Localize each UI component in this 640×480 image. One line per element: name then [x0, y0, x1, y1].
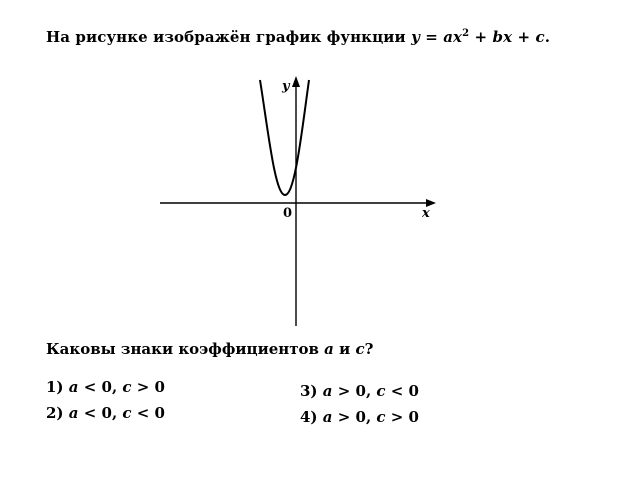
option-c-relation: > 0 [385, 408, 419, 426]
option-a-relation: < 0, [78, 404, 123, 422]
option-var-a: a [322, 408, 333, 426]
answer-option-4[interactable] [300, 408, 419, 426]
task-prefix: На рисунке изображён график функции [46, 28, 412, 46]
option-var-c: c [376, 408, 386, 426]
formula-eq: = [419, 28, 444, 46]
question-var-c: c [355, 340, 365, 358]
option-c-relation: < 0 [131, 404, 165, 422]
option-a-relation: > 0, [332, 382, 377, 400]
option-a-relation: < 0, [78, 378, 123, 396]
option-c-relation: > 0 [131, 378, 165, 396]
origin-label: 0 [283, 206, 293, 221]
option-var-a: a [68, 378, 79, 396]
option-number: 3) [300, 382, 323, 400]
question-text [46, 340, 373, 358]
option-a-relation: > 0, [332, 408, 377, 426]
question-conj: и [333, 340, 356, 358]
x-axis-label: x [422, 206, 430, 221]
formula-b: bx [492, 28, 513, 46]
option-number: 1) [46, 378, 69, 396]
answer-option-3[interactable] [300, 382, 419, 400]
option-var-c: c [376, 382, 386, 400]
option-var-a: a [68, 404, 79, 422]
y-axis-label: y [282, 79, 290, 94]
question-var-a: a [324, 340, 334, 358]
task-suffix: . [544, 28, 551, 46]
answer-option-2[interactable] [46, 404, 165, 422]
y-axis-arrow [292, 76, 300, 87]
option-var-a: a [322, 382, 333, 400]
option-var-c: c [122, 404, 132, 422]
formula-a: ax [443, 28, 463, 46]
formula-y: y [411, 28, 420, 46]
option-number: 2) [46, 404, 69, 422]
parabola-curve [260, 80, 309, 195]
formula-c: c [535, 28, 545, 46]
formula-mid: + [469, 28, 493, 46]
question-suffix: ? [364, 340, 374, 358]
question-prefix: Каковы знаки коэффициентов [46, 340, 325, 358]
answer-option-1[interactable] [46, 378, 165, 396]
formula-plus: + [512, 28, 536, 46]
option-c-relation: < 0 [385, 382, 419, 400]
formula-exp: 2 [462, 28, 470, 39]
option-var-c: c [122, 378, 132, 396]
option-number: 4) [300, 408, 323, 426]
